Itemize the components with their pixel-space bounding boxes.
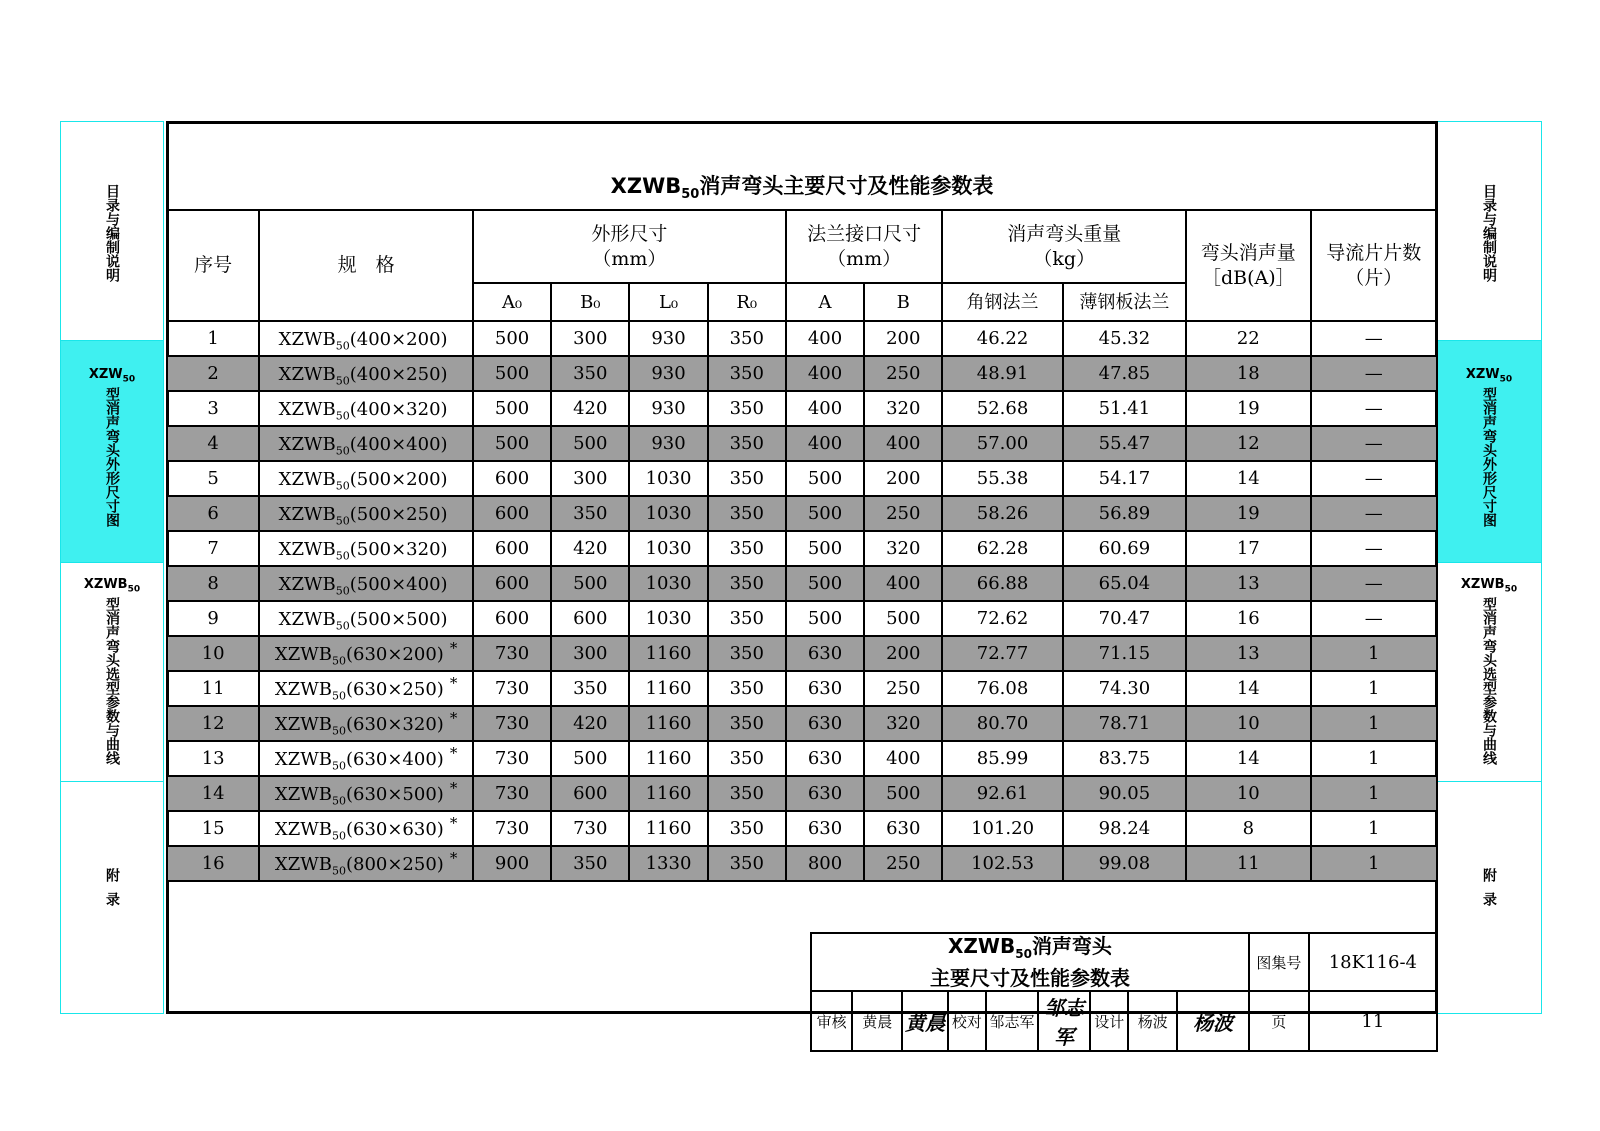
cell-b0: 600 [551, 601, 629, 636]
cell-a: 800 [786, 846, 864, 881]
cell-vanes: 1 [1311, 811, 1438, 846]
cell-l0: 930 [629, 426, 707, 461]
cell-vanes: 1 [1311, 671, 1438, 706]
cell-db: 11 [1186, 846, 1310, 881]
cell-w1: 48.91 [942, 356, 1062, 391]
cell-l0: 1160 [629, 636, 707, 671]
cell-b0: 300 [551, 636, 629, 671]
cell-a0: 500 [473, 391, 551, 426]
cell-vanes: 1 [1311, 776, 1438, 811]
nav-item-xzwb50-right[interactable] [1437, 563, 1541, 782]
cell-b: 250 [864, 671, 942, 706]
cell-spec: $XZWB_{50}(630\times 200)$ * [259, 636, 473, 671]
cell-a0: 600 [473, 531, 551, 566]
cell-a0: 730 [473, 706, 551, 741]
table-row [167, 811, 1437, 846]
nav-item-xzw50-right-label: 型消声弯头外形尺寸图 [1481, 386, 1497, 527]
nav-item-xzw50-label: 型消声弯头外形尺寸图 [104, 386, 120, 527]
cell-b0: 730 [551, 811, 629, 846]
cell-vanes: — [1311, 356, 1438, 391]
cell-l0: 930 [629, 321, 707, 356]
cell-w1: 58.26 [942, 496, 1062, 531]
table-row [167, 566, 1437, 601]
cell-spec: $XZWB_{50}(400\times 250)$ [259, 356, 473, 391]
review-label: 审核 [811, 991, 852, 1051]
cell-w1: 72.77 [942, 636, 1062, 671]
cell-no: 2 [167, 356, 259, 391]
cell-vanes: — [1311, 426, 1438, 461]
cell-vanes: — [1311, 496, 1438, 531]
cell-w1: 101.20 [942, 811, 1062, 846]
cell-w1: 102.53 [942, 846, 1062, 881]
cell-a: 500 [786, 601, 864, 636]
cell-spec: $XZWB_{50}(400\times 400)$ [259, 426, 473, 461]
cell-a: 630 [786, 741, 864, 776]
table-title: $XZWB_{50}$消声弯头主要尺寸及性能参数表 [610, 174, 994, 203]
cell-l0: 1160 [629, 776, 707, 811]
nav-item-xzwb50-right-label: 型消声弯头选型参数与曲线 [1481, 596, 1497, 765]
cell-b0: 420 [551, 531, 629, 566]
header-angle-flange: 角钢法兰 [942, 283, 1062, 321]
table-row [167, 356, 1437, 391]
table-row [167, 706, 1437, 741]
table-row [167, 846, 1437, 881]
table-row [167, 391, 1437, 426]
cell-l0: 1030 [629, 531, 707, 566]
cell-b: 400 [864, 426, 942, 461]
cell-l0: 930 [629, 391, 707, 426]
cell-w1: 55.38 [942, 461, 1062, 496]
cell-db: 14 [1186, 741, 1310, 776]
cell-a0: 600 [473, 601, 551, 636]
cell-spec: $XZWB_{50}(630\times 630)$ * [259, 811, 473, 846]
cell-no: 11 [167, 671, 259, 706]
cell-r0: 350 [708, 636, 786, 671]
cell-b: 500 [864, 776, 942, 811]
cell-no: 1 [167, 321, 259, 356]
cell-a: 630 [786, 776, 864, 811]
table-row [167, 741, 1437, 776]
cell-b: 250 [864, 356, 942, 391]
cell-a0: 900 [473, 846, 551, 881]
cell-spec: $XZWB_{50}(630\times 250)$ * [259, 671, 473, 706]
cell-w2: 71.15 [1063, 636, 1186, 671]
cell-w1: 72.62 [942, 601, 1062, 636]
cell-w2: 65.04 [1063, 566, 1186, 601]
cell-no: 12 [167, 706, 259, 741]
cell-r0: 350 [708, 321, 786, 356]
cell-b0: 420 [551, 706, 629, 741]
table-row [167, 461, 1437, 496]
cell-vanes: — [1311, 461, 1438, 496]
cell-l0: 1030 [629, 601, 707, 636]
cell-w1: 80.70 [942, 706, 1062, 741]
nav-item-appendix-right-label: 附录 [1481, 868, 1497, 916]
cell-db: 14 [1186, 671, 1310, 706]
nav-item-toc[interactable] [61, 122, 163, 341]
cell-w1: 92.61 [942, 776, 1062, 811]
cell-no: 13 [167, 741, 259, 776]
cell-spec: $XZWB_{50}(500\times 500)$ [259, 601, 473, 636]
cell-r0: 350 [708, 461, 786, 496]
cell-b: 200 [864, 461, 942, 496]
cell-vanes: — [1311, 566, 1438, 601]
cell-w1: 62.28 [942, 531, 1062, 566]
nav-item-appendix-label: 附录 [104, 868, 120, 916]
atlas-number: 18K116-4 [1309, 933, 1437, 991]
nav-item-toc-label: 目录与编制说明 [104, 184, 120, 282]
header-seq: 序号 [167, 210, 259, 321]
header-a0: A₀ [473, 283, 551, 321]
cell-a0: 730 [473, 776, 551, 811]
cell-a: 630 [786, 636, 864, 671]
header-sheet-flange: 薄钢板法兰 [1063, 283, 1186, 321]
cell-b: 200 [864, 636, 942, 671]
header-b0: B₀ [551, 283, 629, 321]
cell-a: 400 [786, 391, 864, 426]
cell-w2: 70.47 [1063, 601, 1186, 636]
cell-l0: 1030 [629, 566, 707, 601]
cell-spec: $XZWB_{50}(500\times 250)$ [259, 496, 473, 531]
cell-l0: 930 [629, 356, 707, 391]
left-nav [60, 121, 164, 1014]
cell-w2: 98.24 [1063, 811, 1186, 846]
cell-a0: 730 [473, 811, 551, 846]
nav-item-xzw50-right[interactable] [1437, 341, 1541, 563]
nav-item-xzw50-right-code: $XZW_{50}$ [1465, 367, 1513, 385]
cell-r0: 350 [708, 776, 786, 811]
cell-no: 8 [167, 566, 259, 601]
reviewer-name: 黄晨 [852, 991, 902, 1051]
cell-vanes: 1 [1311, 846, 1438, 881]
nav-item-toc-right-label: 目录与编制说明 [1481, 184, 1497, 282]
cell-r0: 350 [708, 741, 786, 776]
cell-no: 4 [167, 426, 259, 461]
cell-w2: 90.05 [1063, 776, 1186, 811]
cell-no: 3 [167, 391, 259, 426]
cell-no: 15 [167, 811, 259, 846]
cell-db: 13 [1186, 636, 1310, 671]
cell-b: 320 [864, 706, 942, 741]
cell-db: 13 [1186, 566, 1310, 601]
cell-db: 10 [1186, 776, 1310, 811]
cell-spec: $XZWB_{50}(500\times 320)$ [259, 531, 473, 566]
nav-item-xzwb50[interactable] [61, 563, 163, 782]
cell-vanes: — [1311, 391, 1438, 426]
cell-l0: 1160 [629, 671, 707, 706]
reviewer-signature: 黄晨 [902, 991, 948, 1051]
cell-a0: 500 [473, 426, 551, 461]
cell-a0: 600 [473, 496, 551, 531]
check-label: 校对 [948, 991, 986, 1051]
cell-spec: $XZWB_{50}(630\times 400)$ * [259, 741, 473, 776]
header-l0: L₀ [629, 283, 707, 321]
cell-a: 630 [786, 671, 864, 706]
cell-a: 500 [786, 496, 864, 531]
cell-l0: 1160 [629, 706, 707, 741]
cell-b0: 350 [551, 496, 629, 531]
cell-w2: 47.85 [1063, 356, 1186, 391]
cell-r0: 350 [708, 356, 786, 391]
page-label: 页 [1249, 991, 1309, 1051]
cell-b0: 500 [551, 566, 629, 601]
cell-b0: 600 [551, 776, 629, 811]
cell-db: 16 [1186, 601, 1310, 636]
cell-w1: 57.00 [942, 426, 1062, 461]
cell-r0: 350 [708, 846, 786, 881]
page-number: 11 [1309, 991, 1437, 1051]
cell-w2: 78.71 [1063, 706, 1186, 741]
cell-l0: 1030 [629, 461, 707, 496]
header-outer-dims: 外形尺寸 （mm） [473, 210, 786, 283]
cell-b0: 420 [551, 391, 629, 426]
cell-w2: 83.75 [1063, 741, 1186, 776]
cell-db: 18 [1186, 356, 1310, 391]
cell-w1: 66.88 [942, 566, 1062, 601]
design-label: 设计 [1090, 991, 1128, 1051]
cell-db: 14 [1186, 461, 1310, 496]
cell-w1: 76.08 [942, 671, 1062, 706]
header-spec: 规 格 [259, 210, 473, 321]
cell-b: 250 [864, 496, 942, 531]
table-row [167, 776, 1437, 811]
cell-b0: 350 [551, 356, 629, 391]
table-row [167, 426, 1437, 461]
cell-b: 200 [864, 321, 942, 356]
cell-w2: 45.32 [1063, 321, 1186, 356]
cell-spec: $XZWB_{50}(400\times 320)$ [259, 391, 473, 426]
cell-l0: 1030 [629, 496, 707, 531]
cell-vanes: — [1311, 601, 1438, 636]
cell-b0: 350 [551, 846, 629, 881]
cell-spec: $XZWB_{50}(400\times 200)$ [259, 321, 473, 356]
cell-db: 12 [1186, 426, 1310, 461]
nav-item-toc-right[interactable] [1437, 122, 1541, 341]
table-row [167, 671, 1437, 706]
cell-no: 5 [167, 461, 259, 496]
cell-a0: 730 [473, 741, 551, 776]
header-attenuation: 弯头消声量 ［dB(A)］ [1186, 210, 1310, 321]
atlas-label: 图集号 [1249, 933, 1309, 991]
cell-a: 500 [786, 566, 864, 601]
cell-db: 19 [1186, 496, 1310, 531]
cell-w1: 85.99 [942, 741, 1062, 776]
cell-b0: 300 [551, 321, 629, 356]
cell-r0: 350 [708, 426, 786, 461]
cell-r0: 350 [708, 496, 786, 531]
table-row [167, 601, 1437, 636]
title-block [810, 932, 1438, 1052]
cell-a0: 730 [473, 636, 551, 671]
table-body [167, 321, 1437, 881]
cell-a: 630 [786, 706, 864, 741]
cell-vanes: 1 [1311, 741, 1438, 776]
cell-db: 10 [1186, 706, 1310, 741]
cell-b: 320 [864, 531, 942, 566]
parameter-table [166, 209, 1438, 882]
cell-r0: 350 [708, 706, 786, 741]
designer-signature: 杨波 [1177, 991, 1249, 1051]
cell-b: 400 [864, 566, 942, 601]
header-weight: 消声弯头重量 （kg） [942, 210, 1186, 283]
nav-item-appendix-right[interactable] [1437, 782, 1541, 1015]
cell-w1: 52.68 [942, 391, 1062, 426]
cell-r0: 350 [708, 391, 786, 426]
cell-l0: 1160 [629, 811, 707, 846]
cell-b: 320 [864, 391, 942, 426]
cell-vanes: 1 [1311, 706, 1438, 741]
header-a: A [786, 283, 864, 321]
nav-item-xzw50-code: $XZW_{50}$ [88, 367, 136, 385]
cell-b: 250 [864, 846, 942, 881]
cell-w2: 51.41 [1063, 391, 1186, 426]
cell-b0: 350 [551, 671, 629, 706]
cell-a0: 600 [473, 461, 551, 496]
header-flange-dims: 法兰接口尺寸 （mm） [786, 210, 942, 283]
cell-vanes: 1 [1311, 636, 1438, 671]
cell-b: 500 [864, 601, 942, 636]
cell-spec: $XZWB_{50}(630\times 500)$ * [259, 776, 473, 811]
cell-a0: 600 [473, 566, 551, 601]
cell-no: 7 [167, 531, 259, 566]
cell-db: 22 [1186, 321, 1310, 356]
cell-l0: 1160 [629, 741, 707, 776]
cell-spec: $XZWB_{50}(800\times 250)$ * [259, 846, 473, 881]
cell-w1: 46.22 [942, 321, 1062, 356]
table-row [167, 531, 1437, 566]
nav-item-appendix[interactable] [61, 782, 163, 1015]
cell-spec: $XZWB_{50}(500\times 200)$ [259, 461, 473, 496]
cell-b0: 500 [551, 426, 629, 461]
cell-r0: 350 [708, 671, 786, 706]
cell-w2: 54.17 [1063, 461, 1186, 496]
cell-r0: 350 [708, 601, 786, 636]
cell-r0: 350 [708, 531, 786, 566]
cell-r0: 350 [708, 811, 786, 846]
cell-a: 630 [786, 811, 864, 846]
nav-item-xzw50[interactable] [61, 341, 163, 563]
nav-item-xzwb50-right-code: $XZWB_{50}$ [1460, 577, 1518, 595]
cell-a: 500 [786, 461, 864, 496]
cell-a: 500 [786, 531, 864, 566]
cell-w2: 99.08 [1063, 846, 1186, 881]
right-nav [1436, 121, 1542, 1014]
table-row [167, 636, 1437, 671]
cell-b: 630 [864, 811, 942, 846]
cell-r0: 350 [708, 566, 786, 601]
cell-l0: 1330 [629, 846, 707, 881]
nav-item-xzwb50-code: $XZWB_{50}$ [83, 577, 141, 595]
cell-a0: 500 [473, 356, 551, 391]
cell-vanes: — [1311, 321, 1438, 356]
table-row [167, 496, 1437, 531]
cell-a: 400 [786, 321, 864, 356]
cell-w2: 74.30 [1063, 671, 1186, 706]
cell-b0: 500 [551, 741, 629, 776]
cell-no: 16 [167, 846, 259, 881]
cell-b: 400 [864, 741, 942, 776]
cell-spec: $XZWB_{50}(630\times 320)$ * [259, 706, 473, 741]
nav-item-xzwb50-label: 型消声弯头选型参数与曲线 [104, 596, 120, 765]
checker-name: 邹志军 [986, 991, 1038, 1051]
designer-name: 杨波 [1128, 991, 1177, 1051]
cell-a0: 730 [473, 671, 551, 706]
checker-signature: 邹志军 [1038, 991, 1090, 1051]
cell-w2: 55.47 [1063, 426, 1186, 461]
table-row [167, 321, 1437, 356]
cell-db: 19 [1186, 391, 1310, 426]
cell-db: 17 [1186, 531, 1310, 566]
header-vanes: 导流片片数 （片） [1311, 210, 1438, 321]
cell-a: 400 [786, 356, 864, 391]
cell-w2: 60.69 [1063, 531, 1186, 566]
cell-no: 14 [167, 776, 259, 811]
cell-no: 10 [167, 636, 259, 671]
cell-spec: $XZWB_{50}(500\times 400)$ [259, 566, 473, 601]
drawing-title: $XZWB_{50}$消声弯头 主要尺寸及性能参数表 [811, 933, 1249, 991]
header-b: B [864, 283, 942, 321]
header-r0: R₀ [708, 283, 786, 321]
cell-no: 9 [167, 601, 259, 636]
cell-w2: 56.89 [1063, 496, 1186, 531]
cell-db: 8 [1186, 811, 1310, 846]
cell-vanes: — [1311, 531, 1438, 566]
cell-a: 400 [786, 426, 864, 461]
cell-a0: 500 [473, 321, 551, 356]
cell-b0: 300 [551, 461, 629, 496]
cell-no: 6 [167, 496, 259, 531]
